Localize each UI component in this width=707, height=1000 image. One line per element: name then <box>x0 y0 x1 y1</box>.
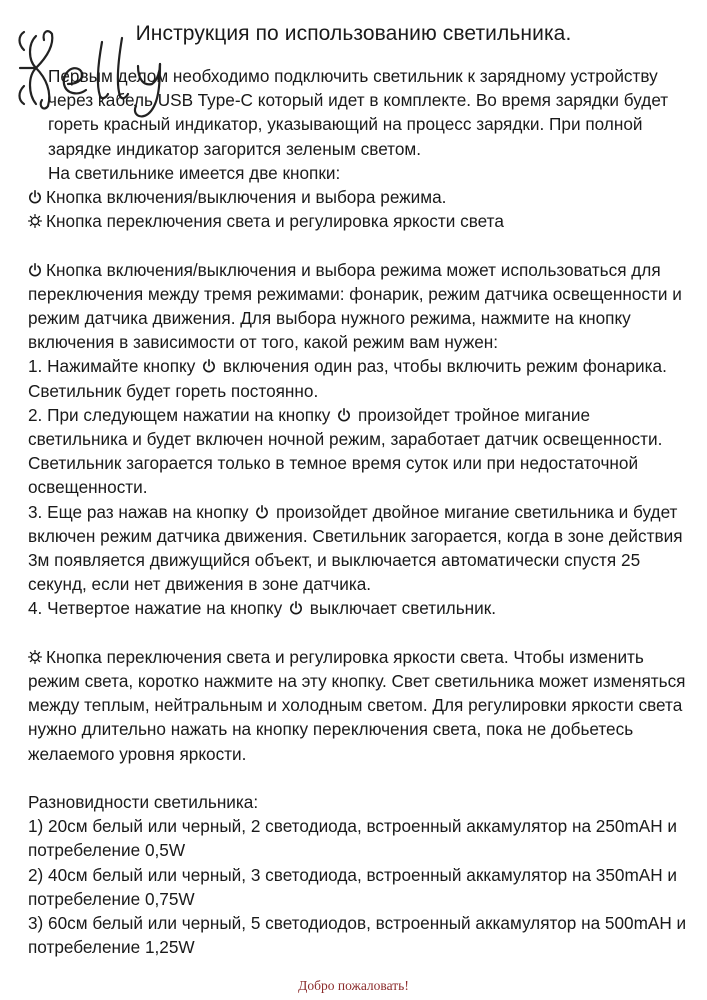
light-section-text: Кнопка переключения света и регулировка яркости света. Чтобы изменить режим света, коротко нажмите на эту кнопку. Свет светильника может изменяться между теплым, нейтральным и холодным светом. Для регулировки яркости света нужно длительно нажать на кнопку переключения света, пока не добьетесь желаемого уровня яркости. <box>28 646 686 764</box>
step-4-text-a: 4. Четвертое нажатие на кнопку <box>28 598 283 619</box>
sun-icon <box>28 650 42 664</box>
power-icon <box>255 505 269 519</box>
power-icon <box>337 408 351 422</box>
step-1-text-a: 1. Нажимайте кнопку <box>28 356 196 377</box>
power-button-line <box>28 185 688 209</box>
light-section <box>28 645 688 766</box>
variant-item: 1) 20см белый или черный, 2 светодиода, встроенный аккамулятор на 250mAH и потребеление 0,5W <box>28 816 678 861</box>
power-icon <box>28 263 42 277</box>
step-3-text-a: 3. Еще раз нажав на кнопку <box>28 501 249 522</box>
step-2 <box>28 403 688 500</box>
light-button-label: Кнопка переключения света и регулировка яркости света <box>46 211 504 232</box>
power-section-text: Кнопка включения/выключения и выбора режима может использоваться для переключения между тремя режимами: фонарик, режим датчика освещенности и режим датчика движения. Для выбора нужного режима, нажмите на кнопку включения в зависимости от того, какой режим вам нужен: <box>28 259 682 353</box>
power-section-intro <box>28 258 688 355</box>
power-icon <box>289 601 303 615</box>
step-4-text-b: выключает светильник. <box>309 598 497 619</box>
step-2-text-a: 2. При следующем нажатии на кнопку <box>28 404 331 425</box>
variant-item: 2) 40см белый или черный, 3 светодиода, встроенный аккамулятор на 350mAH и потребеление 0,75W <box>28 864 678 909</box>
intro-paragraph: Первым делом необходимо подключить светильник к зарядному устройству через кабель USB Type-C который идет в комплекте. Во время зарядки будет гореть красный индикатор, указывающий на процесс зарядки. При полной зарядке индикатор загорится зеленым светом. <box>48 66 669 159</box>
step-4 <box>28 596 688 620</box>
light-button-line <box>28 209 688 233</box>
step-1-text-b: включения один раз, чтобы включить режим фонарика. Светильник будет гореть постоянно. <box>28 356 667 401</box>
step-1 <box>28 354 688 402</box>
sun-icon <box>28 214 42 228</box>
step-2-text-b: произойдет тройное мигание светильника и будет включен ночной режим, заработает датчик освещенности. Светильник загорается только в темное время суток или при недостаточной освещенности. <box>28 404 663 498</box>
power-icon <box>202 359 216 373</box>
step-3 <box>28 500 688 597</box>
document-title: Инструкция по использованию светильника. <box>135 22 572 45</box>
instruction-body <box>28 64 688 959</box>
buttons-heading: На светильнике имеется две кнопки: <box>48 162 341 183</box>
welcome-footer: Добро пожаловать! <box>298 978 409 993</box>
power-icon <box>28 190 42 204</box>
power-button-label: Кнопка включения/выключения и выбора режима. <box>46 187 447 208</box>
step-3-text-b: произойдет двойное мигание светильника и будет включен режим датчика движения. Светильник загорается, когда в зоне действия 3м появляется движущийся объект, и выключается автоматически спустя 25 секунд, если нет движения в зоне датчика. <box>28 501 683 595</box>
variant-item: 3) 60см белый или черный, 5 светодиодов, встроенный аккамулятор на 500mAH и потребеление 1,25W <box>28 913 687 958</box>
variants-heading: Разновидности светильника: <box>28 792 259 813</box>
